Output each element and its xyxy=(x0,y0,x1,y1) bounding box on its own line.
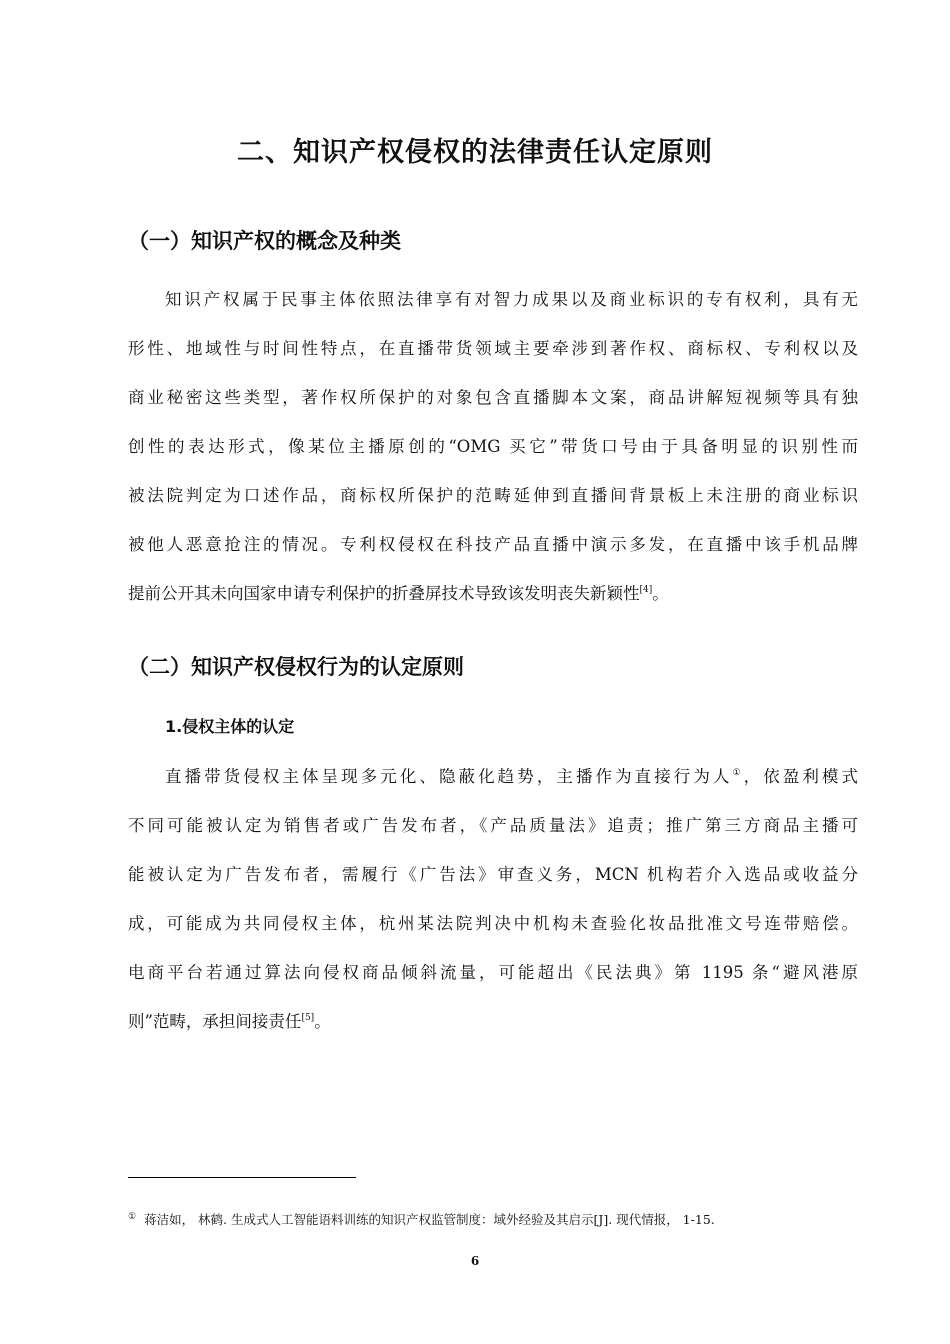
paragraph-line: 电商平台若通过算法向侵权商品倾斜流量，可能超出《民法典》第 1195 条“避风港原 xyxy=(128,963,858,982)
footnote-separator xyxy=(128,1177,356,1178)
footnote-ref: ① xyxy=(732,768,744,778)
section-heading-2: （二）知识产权侵权行为的认定原则 xyxy=(128,655,464,679)
citation-5: [5] xyxy=(301,1013,315,1023)
paragraph-line xyxy=(128,569,858,618)
paragraph-line: 被法院判定为口述作品，商标权所保护的范畴延伸到直播间背景板上未注册的商业标识 xyxy=(128,486,858,505)
footnote-mark: ① xyxy=(128,1212,137,1222)
paragraph-line-text: 提前公开其未向国家申请专利保护的折叠屏技术导致该发明丧失新颖性 xyxy=(128,584,640,603)
paragraph-line-text: 直播带货侵权主体呈现多元化、隐蔽化趋势，主播作为直接行为人 xyxy=(165,767,733,786)
line-end-punctuation: 。 xyxy=(652,584,669,603)
chapter-title: 二、知识产权侵权的法律责任认定原则 xyxy=(237,137,713,168)
paragraph-line-text: ，依盈利模式 xyxy=(743,767,859,786)
footnote-text: 蒋洁如， 林鹤. 生成式人工智能语料训练的知识产权监管制度：域外经验及其启示[J]. 现代情报， 1-15. xyxy=(144,1212,715,1227)
paragraph-line: 形性、地域性与时间性特点，在直播带货领域主要牵涉到著作权、商标权、专利权以及 xyxy=(128,339,858,358)
footnote xyxy=(128,1210,715,1228)
paragraph-line: 知识产权属于民事主体依照法律享有对智力成果以及商业标识的专有权利，具有无 xyxy=(165,290,858,309)
paragraph-line: 不同可能被认定为销售者或广告发布者，《产品质量法》追责；推广第三方商品主播可 xyxy=(128,816,858,835)
section2-paragraph xyxy=(128,752,858,1046)
section-heading-1: （一）知识产权的概念及种类 xyxy=(128,229,401,253)
paragraph-line: 能被认定为广告发布者，需履行《广告法》审查义务，MCN 机构若介入选品或收益分 xyxy=(128,865,858,884)
section1-paragraph xyxy=(128,275,858,618)
page-number: 6 xyxy=(470,1254,480,1268)
paragraph-line: 商业秘密这些类型，著作权所保护的对象包含直播脚本文案，商品讲解短视频等具有独 xyxy=(128,388,858,407)
citation-4: [4] xyxy=(639,585,653,595)
paragraph-line: 创性的表达形式，像某位主播原创的“OMG 买它”带货口号由于具备明显的识别性而 xyxy=(128,437,858,456)
paragraph-line xyxy=(128,752,858,801)
paragraph-line xyxy=(128,997,858,1046)
paragraph-line: 成，可能成为共同侵权主体，杭州某法院判决中机构未查验化妆品批准文号连带赔偿。 xyxy=(128,914,858,933)
paragraph-line: 被他人恶意抢注的情况。专利权侵权在科技产品直播中演示多发，在直播中该手机品牌 xyxy=(128,535,858,554)
subsection-heading: 1.侵权主体的认定 xyxy=(165,717,295,736)
line-end-punctuation: 。 xyxy=(314,1012,331,1031)
paragraph-line-text: 则”范畴，承担间接责任 xyxy=(128,1012,302,1031)
